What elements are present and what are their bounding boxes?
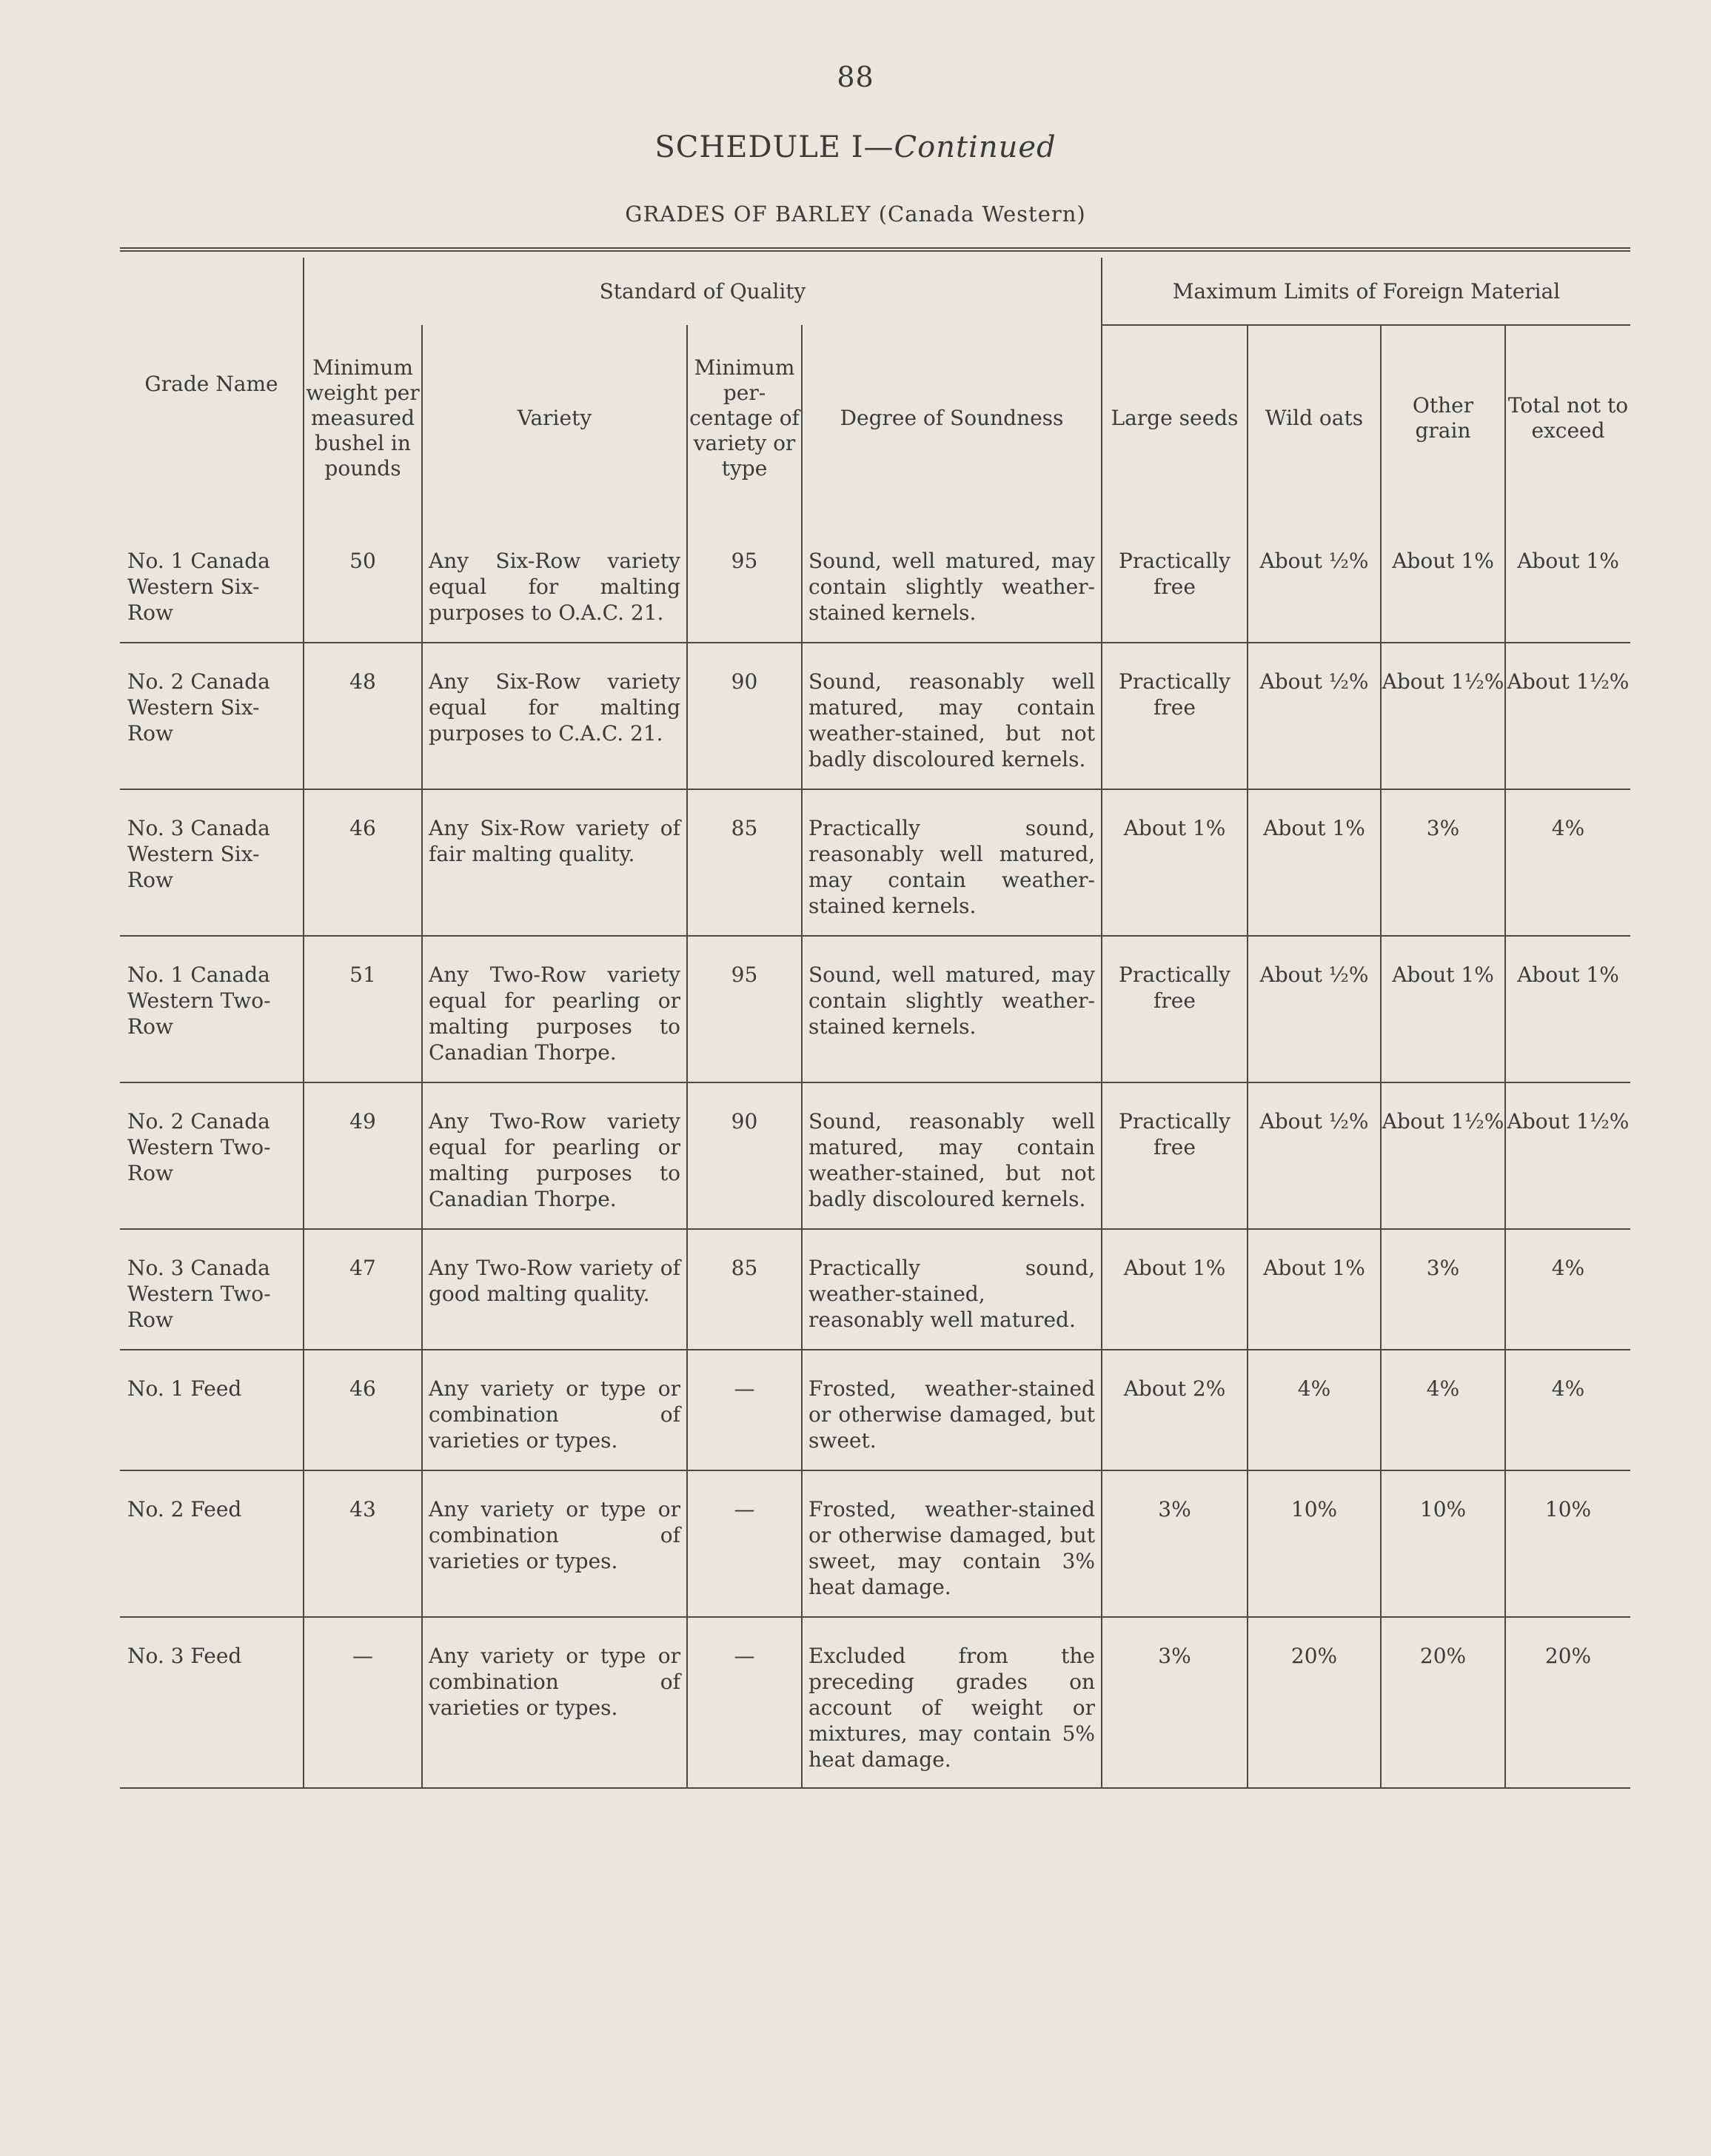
weight-cell: 46 — [304, 789, 422, 936]
total-cell: 4% — [1505, 1350, 1630, 1470]
variety-cell: Any Two-Row variety of good malting quality. — [422, 1229, 687, 1350]
header-total-not-to-exceed: Total not to exceed — [1505, 325, 1630, 511]
soundness-cell: Frosted, weather-stained or otherwise damaged, but sweet, may contain 3% heat damage. — [802, 1470, 1102, 1617]
variety-cell: Any Six-Row variety of fair malting quality. — [422, 789, 687, 936]
variety-cell: Any variety or type or combination of varieties or types. — [422, 1350, 687, 1470]
soundness-cell: Frosted, weather-stained or otherwise damaged, but sweet. — [802, 1350, 1102, 1470]
table-row — [120, 1470, 1630, 1617]
other-grain-cell: About 1½% — [1381, 1082, 1505, 1229]
table-row — [120, 1617, 1630, 1788]
wild-oats-cell: About ½% — [1248, 643, 1381, 789]
grades-table — [120, 247, 1630, 1789]
other-grain-cell: 20% — [1381, 1617, 1505, 1788]
total-cell: About 1% — [1505, 511, 1630, 643]
grade-name-cell: No. 2 Canada Western Two-Row — [120, 1082, 304, 1229]
other-grain-cell: About 1% — [1381, 936, 1505, 1082]
header-large-seeds: Large seeds — [1102, 325, 1248, 511]
schedule-title-continued: Continued — [894, 130, 1057, 164]
table-title: GRADES OF BARLEY (Canada Western) — [625, 201, 1086, 227]
table-row — [120, 789, 1630, 936]
large-seeds-cell: About 1% — [1102, 789, 1248, 936]
large-seeds-cell: Practically free — [1102, 511, 1248, 643]
other-grain-cell: 10% — [1381, 1470, 1505, 1617]
wild-oats-cell: About ½% — [1248, 936, 1381, 1082]
percentage-cell: 95 — [687, 936, 802, 1082]
weight-cell: 46 — [304, 1350, 422, 1470]
table-row — [120, 936, 1630, 1082]
large-seeds-cell: 3% — [1102, 1470, 1248, 1617]
soundness-cell: Sound, well matured, may contain slightly weather-stained kernels. — [802, 936, 1102, 1082]
large-seeds-cell: About 2% — [1102, 1350, 1248, 1470]
percentage-cell: — — [687, 1350, 802, 1470]
grade-name-cell: No. 1 Canada Western Two-Row — [120, 936, 304, 1082]
variety-cell: Any variety or type or combination of varieties or types. — [422, 1470, 687, 1617]
wild-oats-cell: About ½% — [1248, 1082, 1381, 1229]
soundness-cell: Practically sound, weather-stained, reasonably well matured. — [802, 1229, 1102, 1350]
weight-cell: 50 — [304, 511, 422, 643]
table-row — [120, 643, 1630, 789]
percentage-cell: 85 — [687, 789, 802, 936]
header-min-percentage: Minimum per-centage of variety or type — [687, 325, 802, 511]
header-other-grain: Other grain — [1381, 325, 1505, 511]
table-row — [120, 1350, 1630, 1470]
percentage-cell: — — [687, 1470, 802, 1617]
header-variety: Variety — [422, 325, 687, 511]
weight-cell: 48 — [304, 643, 422, 789]
weight-cell: 49 — [304, 1082, 422, 1229]
table-row — [120, 1082, 1630, 1229]
total-cell: About 1½% — [1505, 1082, 1630, 1229]
wild-oats-cell: About 1% — [1248, 789, 1381, 936]
large-seeds-cell: Practically free — [1102, 936, 1248, 1082]
other-grain-cell: About 1½% — [1381, 643, 1505, 789]
total-cell: 10% — [1505, 1470, 1630, 1617]
large-seeds-cell: About 1% — [1102, 1229, 1248, 1350]
soundness-cell: Practically sound, reasonably well matured, may contain weather-stained kernels. — [802, 789, 1102, 936]
page-number: 88 — [837, 61, 874, 93]
grade-name-cell: No. 3 Feed — [120, 1617, 304, 1788]
header-maximum-limits: Maximum Limits of Foreign Material — [1102, 258, 1630, 325]
large-seeds-cell: 3% — [1102, 1617, 1248, 1788]
variety-cell: Any Two-Row variety equal for pearling or malting purposes to Canadian Thorpe. — [422, 1082, 687, 1229]
header-min-weight: Minimum weight per measured bushel in pounds — [304, 325, 422, 511]
grade-name-cell: No. 1 Feed — [120, 1350, 304, 1470]
variety-cell: Any variety or type or combination of varieties or types. — [422, 1617, 687, 1788]
wild-oats-cell: About ½% — [1248, 511, 1381, 643]
variety-cell: Any Six-Row variety equal for malting purposes to O.A.C. 21. — [422, 511, 687, 643]
grade-name-cell: No. 2 Feed — [120, 1470, 304, 1617]
percentage-cell: 85 — [687, 1229, 802, 1350]
weight-cell: 43 — [304, 1470, 422, 1617]
soundness-cell: Sound, well matured, may contain slightly weather-stained kernels. — [802, 511, 1102, 643]
wild-oats-cell: 10% — [1248, 1470, 1381, 1617]
header-degree-of-soundness: Degree of Soundness — [802, 325, 1102, 511]
percentage-cell: 90 — [687, 1082, 802, 1229]
grade-name-cell: No. 2 Canada Western Six-Row — [120, 643, 304, 789]
grade-name-cell: No. 3 Canada Western Six-Row — [120, 789, 304, 936]
percentage-cell: 90 — [687, 643, 802, 789]
table-row — [120, 511, 1630, 643]
other-grain-cell: 3% — [1381, 1229, 1505, 1350]
large-seeds-cell: Practically free — [1102, 643, 1248, 789]
soundness-cell: Excluded from the preceding grades on account of weight or mixtures, may contain 5% heat damage. — [802, 1617, 1102, 1788]
schedule-title — [0, 130, 1711, 164]
weight-cell: 47 — [304, 1229, 422, 1350]
table-row — [120, 1229, 1630, 1350]
total-cell: About 1½% — [1505, 643, 1630, 789]
total-cell: 20% — [1505, 1617, 1630, 1788]
weight-cell: 51 — [304, 936, 422, 1082]
total-cell: About 1% — [1505, 936, 1630, 1082]
other-grain-cell: About 1% — [1381, 511, 1505, 643]
header-standard-of-quality: Standard of Quality — [304, 258, 1102, 325]
wild-oats-cell: 20% — [1248, 1617, 1381, 1788]
other-grain-cell: 4% — [1381, 1350, 1505, 1470]
schedule-title-main: SCHEDULE I— — [654, 130, 894, 164]
percentage-cell: 95 — [687, 511, 802, 643]
other-grain-cell: 3% — [1381, 789, 1505, 936]
wild-oats-cell: 4% — [1248, 1350, 1381, 1470]
variety-cell: Any Six-Row variety equal for malting purposes to C.A.C. 21. — [422, 643, 687, 789]
weight-cell: — — [304, 1617, 422, 1788]
wild-oats-cell: About 1% — [1248, 1229, 1381, 1350]
variety-cell: Any Two-Row variety equal for pearling or malting purposes to Canadian Thorpe. — [422, 936, 687, 1082]
header-wild-oats: Wild oats — [1248, 325, 1381, 511]
soundness-cell: Sound, reasonably well matured, may contain weather-stained, but not badly discoloured kernels. — [802, 1082, 1102, 1229]
total-cell: 4% — [1505, 789, 1630, 936]
grade-name-cell: No. 3 Canada Western Two-Row — [120, 1229, 304, 1350]
header-grade-name: Grade Name — [144, 372, 278, 396]
total-cell: 4% — [1505, 1229, 1630, 1350]
large-seeds-cell: Practically free — [1102, 1082, 1248, 1229]
grade-name-cell: No. 1 Canada Western Six-Row — [120, 511, 304, 643]
percentage-cell: — — [687, 1617, 802, 1788]
soundness-cell: Sound, reasonably well matured, may contain weather-stained, but not badly discoloured kernels. — [802, 643, 1102, 789]
